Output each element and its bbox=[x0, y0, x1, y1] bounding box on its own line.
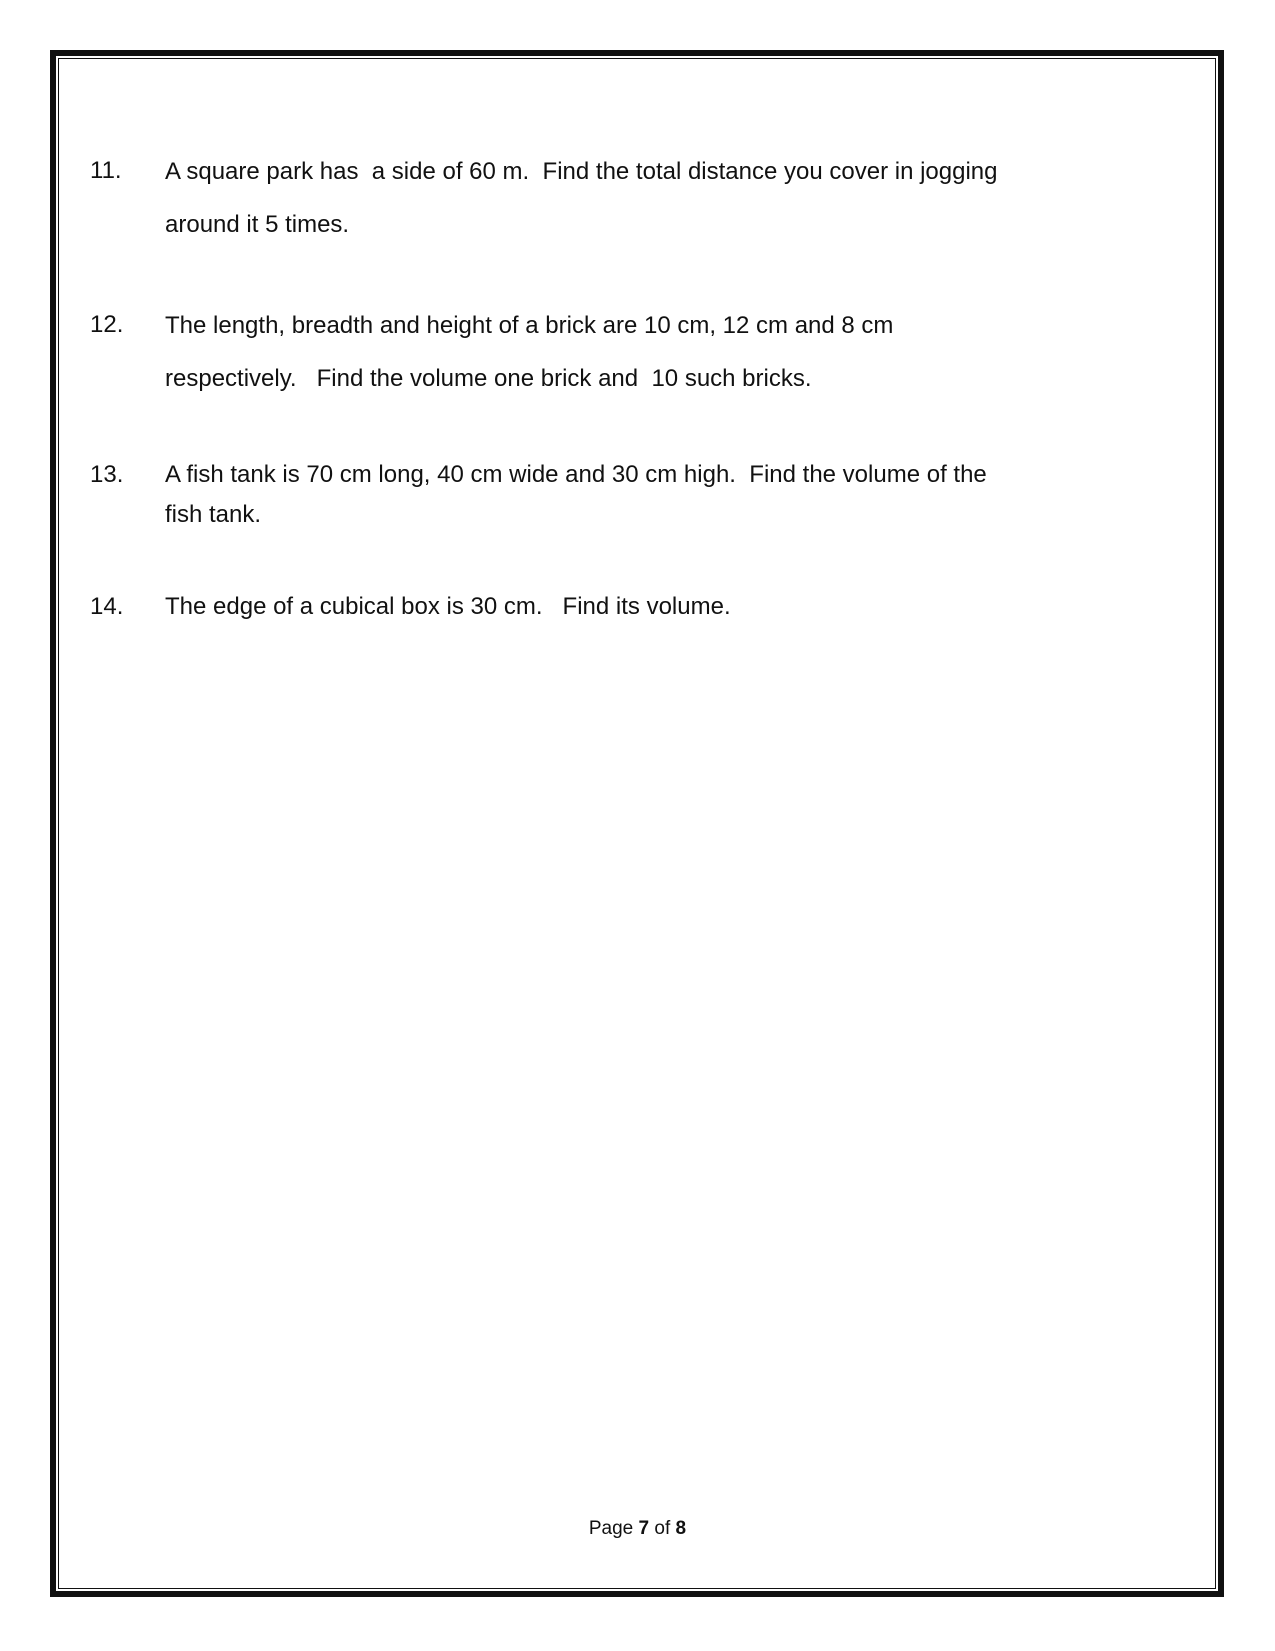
page-word: Page bbox=[588, 1518, 634, 1539]
question-text bbox=[165, 587, 1140, 627]
total-pages-number: 8 bbox=[675, 1518, 687, 1539]
question-text bbox=[165, 299, 1140, 405]
question-number: 11. bbox=[90, 157, 122, 184]
question-line: The edge of a cubical box is 30 cm. Find its volume. bbox=[165, 593, 731, 620]
question-line: fish tank. bbox=[165, 501, 262, 528]
question-line: A fish tank is 70 cm long, 40 cm wide and 30 cm high. Find the volume of the bbox=[165, 461, 987, 488]
question-12 bbox=[90, 299, 1140, 405]
question-line: A square park has a side of 60 m. Find the total distance you cover in jogging bbox=[165, 158, 998, 185]
question-13 bbox=[90, 455, 1140, 535]
question-14 bbox=[90, 587, 1140, 627]
question-line: around it 5 times. bbox=[165, 211, 350, 238]
page-footer bbox=[0, 1518, 1275, 1540]
current-page-number: 7 bbox=[638, 1518, 650, 1539]
question-11 bbox=[90, 145, 1140, 251]
question-list bbox=[90, 145, 1140, 627]
question-line: respectively. Find the volume one brick and 10 such bricks. bbox=[165, 365, 812, 392]
question-text bbox=[165, 145, 1140, 251]
question-text bbox=[165, 455, 1140, 535]
question-number: 12. bbox=[90, 311, 124, 338]
question-number: 14. bbox=[90, 593, 124, 620]
of-word: of bbox=[654, 1518, 671, 1539]
question-number: 13. bbox=[90, 461, 124, 488]
question-line: The length, breadth and height of a brick are 10 cm, 12 cm and 8 cm bbox=[165, 312, 894, 339]
